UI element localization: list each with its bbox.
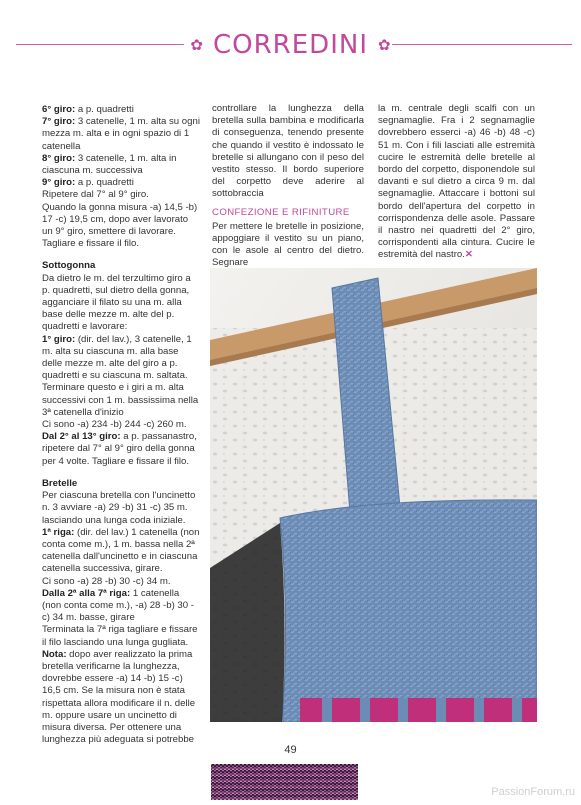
row-text: a p. quadretti [75,177,134,189]
note-text: dopo aver realizzato la prima bretella verificarne la lunghezza, dovrebbe essere -a) 14 -b) 15 -c) 16,5 cm. Se la misura non è stata rispettata allora modificare il n. delle m. oppure usare un uncinetto di misura diversa. Per ottenere una lunghezza più adeguata si potrebbe [42,648,196,746]
instruction-row-9 [42,177,200,189]
row-label: 9° giro: [42,177,76,189]
decorative-swatch [211,764,358,800]
section-title-bretelle: Bretelle [42,477,78,489]
paragraph: Ci sono -a) 28 -b) 30 -c) 34 m. [42,575,171,587]
paragraph [378,103,535,262]
row-text: a p. passanastro, ripetere dal 7° al 9° giro della gonna per 4 volte. Tagliare e fissare il filo. [42,431,197,467]
paragraph: Per mettere le bretelle in posizione, appoggiare il vestito su un piano, con le asole al centro del dietro. Segnare [212,220,364,269]
crochet-strap-photo [210,268,537,722]
text-column-3 [378,103,535,262]
instruction-row [42,588,200,625]
instruction-row-7 [42,116,200,153]
paragraph: Ci sono -a) 234 -b) 244 -c) 260 m. [42,419,187,431]
paragraph: Da dietro le m. del terzultimo giro a p. quadretti, sul dietro della gonna, agganciare il filato su una m. alla base delle mezze m. alte del p. quadretti e lavorare: [42,272,191,333]
text-column-2 [212,103,364,270]
row-label: Dalla 2ª alla 7ª riga: [42,587,131,599]
row-label: 7° giro: [42,116,76,128]
row-text: a p. quadretti [75,104,134,115]
product-photo [210,268,537,722]
paragraph: Ripetere dal 7° al 9° giro. [42,189,149,201]
watermark: PassionForum.ru [491,786,575,798]
instruction-row [42,527,200,576]
note [42,649,200,747]
row-text: 3 catenelle, 1 m. alta su ogni mezza m. alta e in ogni spazio di 1 catenella [42,116,200,152]
page-title: CORREDINI [213,30,368,60]
row-text: 3 catenelle, 1 m. alta in ciascuna m. successiva [42,152,177,177]
row-label: 6° giro: [42,104,76,115]
row-label: 8° giro: [42,152,76,164]
section-title-sottogonna: Sottogonna [42,260,96,272]
paragraph: Terminata la 7ª riga tagliare e fissare il filo lasciando una lunga gugliata. [42,624,198,648]
instruction-row-6 [42,104,200,116]
row-label: Dal 2° al 13° giro: [42,431,121,443]
section-title-confezione: CONFEZIONE E RIFINITURE [212,206,350,218]
paragraph: controllare la lunghezza della bretella sulla bambina e modificarla di conseguenza, tenendo presente che quando il vestito è indossato le bretelle si allungano con il peso del vestito stesso. Il bordo superiore del corpetto deve aderire al sottobraccia [212,103,364,200]
row-label: 1ª riga: [42,526,75,538]
knit-pattern-swatch [211,764,358,800]
note-label: Nota: [42,648,67,660]
row-label: 1° giro: [42,333,76,345]
paragraph: Quando la gonna misura -a) 14,5 -b) 17 -c) 19,5 cm, dopo aver lavorato un 9° giro, smettere di lavorare. Tagliare e fissare il filo. [42,201,198,250]
page-number: 49 [284,744,297,756]
flower-icon: ✿ [190,36,203,54]
flower-icon: ✿ [377,36,391,54]
row-text: (dir. del lav.) 1 catenella (non conta come m.), 1 m. bassa nella 2ª catenella dall'uncinetto e in ciascuna catenella successiva, girare. [42,526,200,575]
paragraph-text: la m. centrale degli scalfi con un segnamaglie. Fra i 2 segnamaglie dovrebbero esserci -a) 46 -b) 48 -c) 51 m. Con i fili lasciati alle estremità cucire le estremità delle bretelle al bordo del corpetto, disponendole sul davanti e sul dietro a circa 9 m. dal segnamaglie. Attaccare i bottoni sul bordo dell'apertura del corpetto in corrispondenza delle asole. Passare il nastro nei quadretti del 2° giro, corrispondenti alla cintura. Cucire le estremità del nastro. [378,103,535,261]
instruction-row [42,431,200,468]
row-text: (dir. del lav.), 3 catenelle, 1 m. alta su ciascuna m. alla base delle mezze m. alte del giro a p. quadretti e su ciascuna m. saltata. Terminare questo e i giri a m. alta successivi con 1 m. bassissima nella 3ª catenella d'inizio [42,333,199,418]
end-mark-icon: ✕ [464,249,473,261]
text-column-1 [42,104,200,746]
instruction-row [42,334,200,419]
row-text: 1 catenella (non conta come m.), -a) 28 -b) 30 -c) 34 m. basse, girare [42,587,194,624]
instruction-row-8 [42,153,200,177]
page-header [0,30,581,60]
paragraph: Per ciascuna bretella con l'uncinetto n. 3 avviare -a) 29 -b) 31 -c) 35 m. lasciando una lunga coda iniziale. [42,490,196,526]
